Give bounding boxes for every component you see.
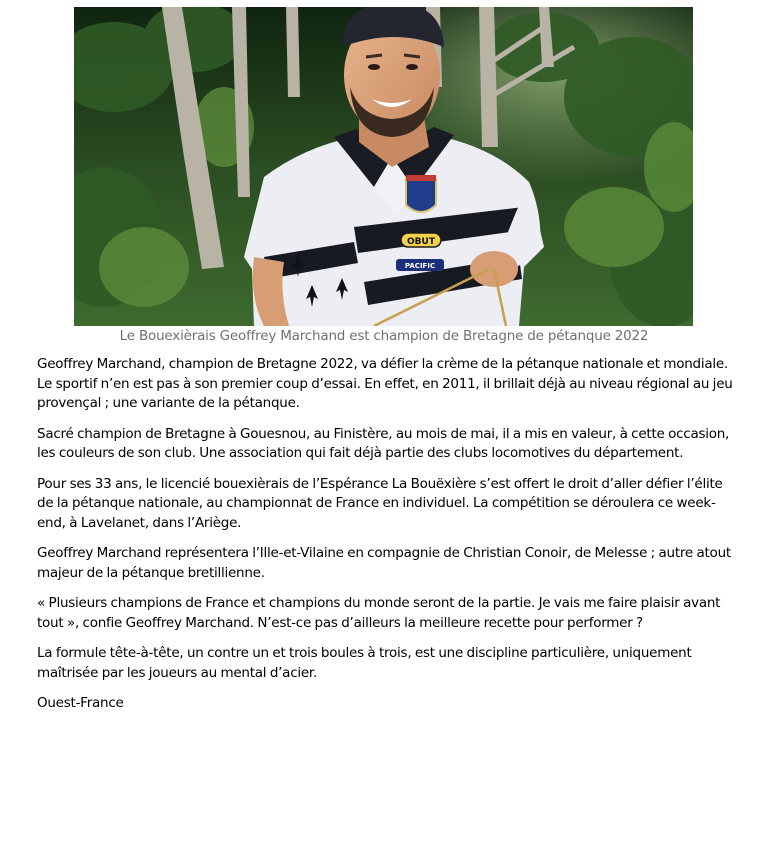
article-paragraph: Pour ses 33 ans, le licencié bouexièrais de l’Espérance La Bouëxière s’est offert le droit d’aller défier l’élite de la pétanque nationale, au championnat de France en individuel. La compétition se déroulera ce week-end, à Lavelanet, dans l’Ariège. <box>37 475 723 531</box>
article-photo <box>74 7 693 326</box>
article-paragraph: Sacré champion de Bretagne à Gouesnou, au Finistère, au mois de mai, il a mis en valeur, à cette occasion, les couleurs de son club. Une association qui fait déjà partie des clubs locomotives du département. <box>37 425 730 461</box>
photo-caption: Le Bouexièrais Geoffrey Marchand est champion de Bretagne de pétanque 2022 <box>119 328 649 344</box>
article-source: Ouest-France <box>37 695 124 711</box>
article-paragraph: Geoffrey Marchand, champion de Bretagne 2022, va défier la crème de la pétanque nationale et mondiale. Le sportif n’en est pas à son premier coup d’essai. En effet, en 2011, il brillait déjà au niveau régional au jeu provençal ; une variante de la pétanque. <box>37 356 733 411</box>
article-paragraph: Geoffrey Marchand représentera l’Ille-et-Vilaine en compagnie de Christian Conoir, de Melesse ; autre atout majeur de la pétanque bretillienne. <box>37 545 731 581</box>
jersey-text: PACIFIC <box>404 262 436 270</box>
article-paragraph: La formule tête-à-tête, un contre un et trois boules à trois, est une discipline particulière, uniquement maîtrisée par les joueurs au mental d’acier. <box>37 645 692 681</box>
article-body <box>37 355 737 725</box>
article-paragraph: « Plusieurs champions de France et champions du monde seront de la partie. Je vais me faire plaisir avant tout », confie Geoffrey Marchand. N’est-ce pas d’ailleurs la meilleure recette pour performer ? <box>37 595 721 631</box>
jersey-sponsor: OBUT <box>407 237 435 247</box>
